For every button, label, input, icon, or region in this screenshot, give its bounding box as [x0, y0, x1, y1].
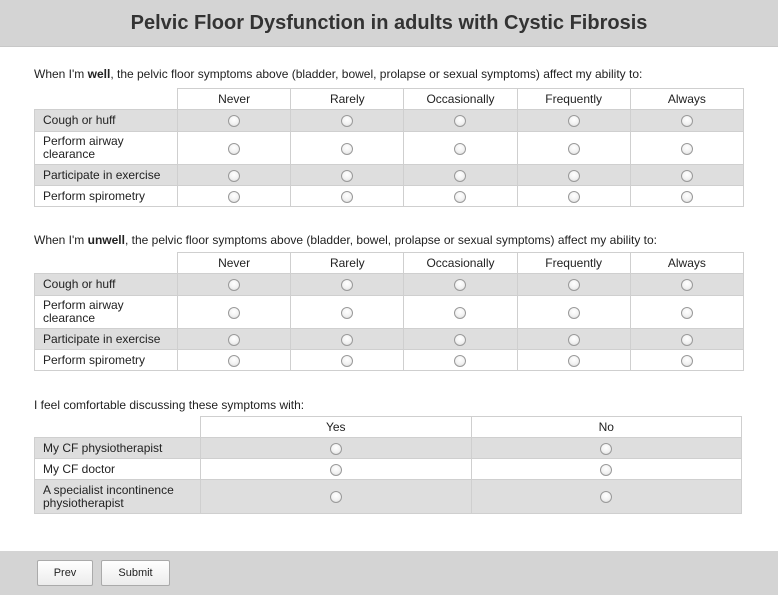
column-header-rarely: Rarely	[291, 89, 404, 110]
row-label-cough-or-huff: Cough or huff	[35, 274, 178, 296]
column-header-always: Always	[630, 253, 743, 274]
radio-button[interactable]	[341, 334, 353, 346]
radio-button[interactable]	[228, 143, 240, 155]
table-row	[35, 274, 744, 296]
prev-button[interactable]: Prev	[37, 560, 93, 586]
radio-button[interactable]	[681, 191, 693, 203]
column-header-no: No	[471, 417, 742, 438]
page-title: Pelvic Floor Dysfunction in adults with Cystic Fibrosis	[130, 11, 648, 34]
radio-button[interactable]	[454, 191, 466, 203]
matrix-corner	[35, 417, 201, 438]
question-1-text	[34, 67, 642, 81]
column-header-occasionally: Occasionally	[404, 89, 517, 110]
radio-button[interactable]	[600, 443, 612, 455]
radio-button[interactable]	[228, 334, 240, 346]
column-header-always: Always	[630, 89, 743, 110]
column-header-frequently: Frequently	[517, 253, 630, 274]
table-row	[35, 459, 742, 480]
radio-button[interactable]	[330, 491, 342, 503]
radio-button[interactable]	[454, 170, 466, 182]
radio-button[interactable]	[568, 191, 580, 203]
radio-button[interactable]	[341, 307, 353, 319]
column-header-rarely: Rarely	[291, 253, 404, 274]
radio-button[interactable]	[454, 115, 466, 127]
radio-button[interactable]	[568, 143, 580, 155]
radio-button[interactable]	[341, 143, 353, 155]
page-header	[0, 0, 778, 47]
radio-button[interactable]	[454, 334, 466, 346]
radio-button[interactable]	[454, 355, 466, 367]
table-row	[35, 438, 742, 459]
radio-button[interactable]	[568, 170, 580, 182]
question-3-text: I feel comfortable discussing these symptoms with:	[34, 398, 305, 412]
radio-button[interactable]	[681, 307, 693, 319]
question-2-suffix: , the pelvic floor symptoms above (bladder, bowel, prolapse or sexual symptoms) affect my ability to:	[124, 233, 657, 247]
row-label-perform-airway-clearance: Perform airway clearance	[35, 296, 178, 329]
radio-button[interactable]	[568, 334, 580, 346]
radio-button[interactable]	[228, 279, 240, 291]
row-label-my-cf-physiotherapist: My CF physiotherapist	[35, 438, 201, 459]
radio-button[interactable]	[228, 170, 240, 182]
page-footer	[0, 551, 778, 595]
question-1-suffix: , the pelvic floor symptoms above (bladder, bowel, prolapse or sexual symptoms) affect my ability to:	[110, 67, 643, 81]
row-label-specialist-incontinence-physiotherapist: A specialist incontinence physiotherapist	[35, 480, 201, 514]
question-1-prefix: When I'm	[34, 67, 88, 81]
column-header-yes: Yes	[201, 417, 472, 438]
column-header-never: Never	[178, 253, 291, 274]
radio-button[interactable]	[681, 279, 693, 291]
radio-button[interactable]	[341, 191, 353, 203]
matrix-corner	[35, 253, 178, 274]
radio-button[interactable]	[568, 279, 580, 291]
radio-button[interactable]	[228, 115, 240, 127]
table-row	[35, 132, 744, 165]
table-row	[35, 296, 744, 329]
radio-button[interactable]	[681, 170, 693, 182]
question-2-text	[34, 233, 657, 247]
question-2-matrix	[34, 252, 744, 371]
radio-button[interactable]	[600, 464, 612, 476]
row-label-participate-in-exercise: Participate in exercise	[35, 329, 178, 350]
radio-button[interactable]	[341, 115, 353, 127]
row-label-participate-in-exercise: Participate in exercise	[35, 165, 178, 186]
column-header-never: Never	[178, 89, 291, 110]
radio-button[interactable]	[600, 491, 612, 503]
table-row	[35, 329, 744, 350]
radio-button[interactable]	[330, 464, 342, 476]
row-label-cough-or-huff: Cough or huff	[35, 110, 178, 132]
radio-button[interactable]	[228, 191, 240, 203]
row-label-my-cf-doctor: My CF doctor	[35, 459, 201, 480]
radio-button[interactable]	[681, 355, 693, 367]
question-3-matrix	[34, 416, 742, 514]
radio-button[interactable]	[568, 355, 580, 367]
table-row	[35, 110, 744, 132]
radio-button[interactable]	[681, 115, 693, 127]
table-row	[35, 480, 742, 514]
radio-button[interactable]	[228, 355, 240, 367]
radio-button[interactable]	[454, 279, 466, 291]
column-header-occasionally: Occasionally	[404, 253, 517, 274]
question-1-emphasis: well	[87, 67, 111, 81]
table-row	[35, 186, 744, 207]
row-label-perform-airway-clearance: Perform airway clearance	[35, 132, 178, 165]
radio-button[interactable]	[681, 334, 693, 346]
radio-button[interactable]	[330, 443, 342, 455]
question-1-matrix	[34, 88, 744, 207]
column-header-frequently: Frequently	[517, 89, 630, 110]
row-label-perform-spirometry: Perform spirometry	[35, 186, 178, 207]
radio-button[interactable]	[568, 307, 580, 319]
radio-button[interactable]	[454, 307, 466, 319]
radio-button[interactable]	[454, 143, 466, 155]
matrix-corner	[35, 89, 178, 110]
table-row	[35, 350, 744, 371]
submit-button[interactable]: Submit	[101, 560, 170, 586]
table-row	[35, 165, 744, 186]
radio-button[interactable]	[568, 115, 580, 127]
row-label-perform-spirometry: Perform spirometry	[35, 350, 178, 371]
question-2-emphasis: unwell	[87, 233, 125, 247]
radio-button[interactable]	[341, 279, 353, 291]
radio-button[interactable]	[341, 355, 353, 367]
question-2-prefix: When I'm	[34, 233, 88, 247]
radio-button[interactable]	[681, 143, 693, 155]
radio-button[interactable]	[341, 170, 353, 182]
radio-button[interactable]	[228, 307, 240, 319]
